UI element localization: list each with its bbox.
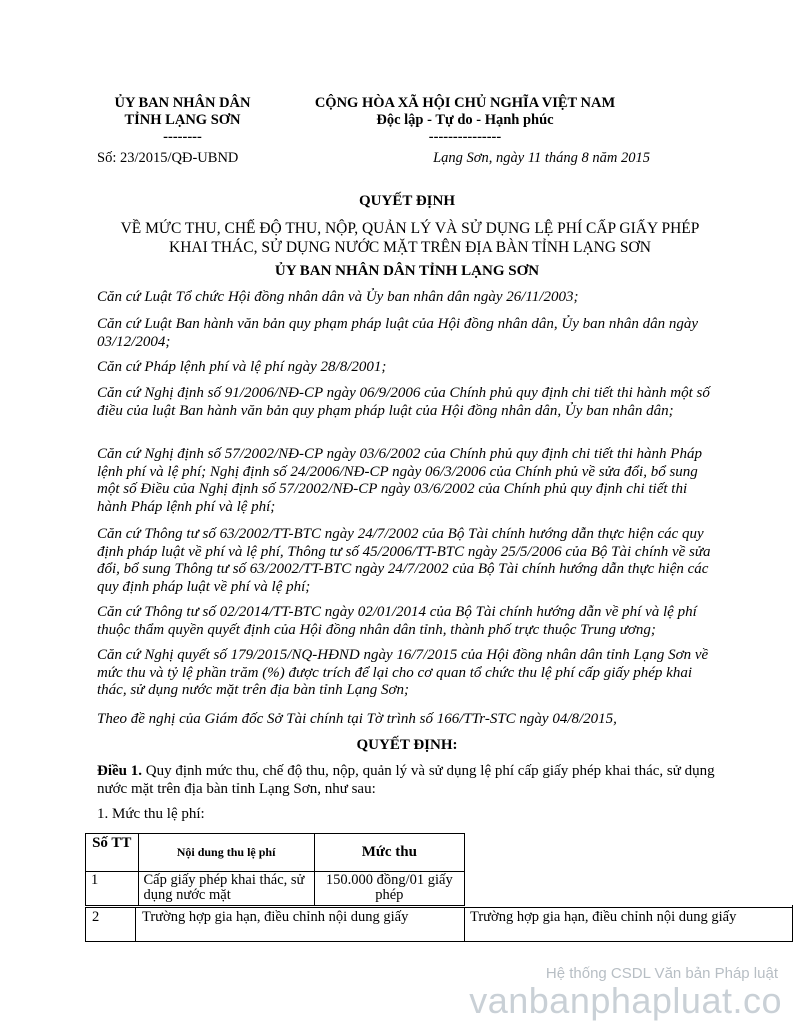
column-divider [135,907,136,941]
subject-line-2: KHAI THÁC, SỬ DỤNG NƯỚC MẶT TRÊN ĐỊA BÀN TỈNH LẠNG SƠN [169,239,651,256]
preamble-item: Theo đề nghị của Giám đốc Sở Tài chính tại Tờ trình số 166/TTr-STC ngày 04/8/2015, [97,711,617,727]
cell-content: Trường hợp gia hạn, điều chỉnh nội dung giấy [142,909,409,925]
national-motto: Độc lập - Tự do - Hạnh phúc [376,112,554,128]
issuing-authority: ỦY BAN NHÂN DÂN TỈNH LẠNG SƠN [274,263,540,279]
table-row [86,872,465,906]
issuer-province: TỈNH LẠNG SƠN [124,112,241,128]
national-title: CỘNG HÒA XÃ HỘI CHỦ NGHĨA VIỆT NAM [314,95,616,111]
place-date: Lạng Sơn, ngày 11 tháng 8 năm 2015 [433,150,650,166]
header-cell-no: Số TT [86,834,139,872]
preamble-item: Căn cứ Pháp lệnh phí và lệ phí ngày 28/8/2001; [97,359,387,375]
document-subject [80,219,740,257]
article-1-label: Điều 1. [97,763,142,779]
preamble-item: Căn cứ Luật Tổ chức Hội đồng nhân dân và Ủy ban nhân dân ngày 26/11/2003; [97,289,579,305]
subject-line-1: VỀ MỨC THU, CHẾ ĐỘ THU, NỘP, QUẢN LÝ VÀ SỬ DỤNG LỆ PHÍ CẤP GIẤY PHÉP [120,220,700,237]
document-kind: QUYẾT ĐỊNH [359,193,455,209]
column-divider [792,905,793,941]
article-1 [97,763,717,798]
preamble-item: Căn cứ Nghị quyết số 179/2015/NQ-HĐND ngày 16/7/2015 của Hội đồng nhân dân tỉnh Lạng Sơn về mức thu và tỷ lệ phần trăm (%) được trích để lại cho cơ quan tổ chức thu lệ phí cấp giấy phép khai thác, sử dụng nước mặt trên địa bàn tỉnh Lạng Sơn; [97,647,709,698]
issuer-name: ỦY BAN NHÂN DÂN [114,95,251,111]
preamble-item: Căn cứ Luật Ban hành văn bản quy phạm pháp luật của Hội đồng nhân dân, Ủy ban nhân dân ngày 03/12/2004; [97,316,699,350]
watermark-subtitle: Hệ thống CSDL Văn bản Pháp luật [545,965,778,982]
cell-content: Cấp giấy phép khai thác, sử dụng nước mặt [138,872,314,906]
fee-level-heading: 1. Mức thu lệ phí: [97,806,205,822]
preamble-item: Căn cứ Nghị định số 91/2006/NĐ-CP ngày 06/9/2006 của Chính phủ quy định chi tiết thi hành một số điều của luật Ban hành văn bản quy phạm pháp luật của Hội đồng nhân dân, Ủy ban nhân dân; [97,385,710,419]
motto-rule: --------------- [428,129,502,145]
column-divider [464,907,465,941]
cell-no: 1 [86,872,139,906]
header-cell-fee: Mức thu [314,834,464,872]
national-motto-block [280,95,650,146]
preamble-item: Căn cứ Thông tư số 02/2014/TT-BTC ngày 02/01/2014 của Bộ Tài chính hướng dẫn về phí và lệ phí thuộc thẩm quyền quyết định của Hội đồng nhân dân tỉnh, thành phố trực thuộc Trung ương; [97,604,697,638]
table-header-row [86,834,465,872]
watermark-site: vanbanphapluat.co [469,980,782,1021]
cell-content-duplicate: Trường hợp gia hạn, điều chỉnh nội dung giấy [470,909,737,925]
cell-no: 2 [92,909,100,925]
decision-heading: QUYẾT ĐỊNH: [356,737,458,753]
article-1-text: Quy định mức thu, chế độ thu, nộp, quản lý và sử dụng lệ phí cấp giấy phép khai thác, sử dụng nước mặt trên địa bàn tỉnh Lạng Sơn, như sau: [97,763,715,797]
preamble-item: Căn cứ Thông tư số 63/2002/TT-BTC ngày 24/7/2002 của Bộ Tài chính hướng dẫn thực hiện các quy định pháp luật về phí và lệ phí, Thông tư số 45/2006/TT-BTC ngày 25/5/2006 của Bộ Tài chính về sửa đổi, bổ sung Thông tư số 63/2002/TT-BTC ngày 24/7/2002 của Bộ Tài chính hướng dẫn thực hiện các quy định pháp luật về phí và lệ phí; [97,526,711,595]
header-cell-content: Nội dung thu lệ phí [138,834,314,872]
preamble-item: Căn cứ Nghị định số 57/2002/NĐ-CP ngày 03/6/2002 của Chính phủ quy định chi tiết thi hành Pháp lệnh phí và lệ phí; Nghị định số 24/2006/NĐ-CP ngày 06/3/2006 của Chính phủ về sửa đổi, bổ sung một số Điều của Nghị định số 57/2002/NĐ-CP ngày 03/6/2002 của Chính phủ quy định chi tiết thi hành Pháp lệnh phí và lệ phí; [97,446,702,515]
issuer-block [90,95,275,146]
cell-fee: 150.000 đồng/01 giấy phép [314,872,464,906]
fee-table [85,833,465,906]
document-number: Số: 23/2015/QĐ-UBND [97,150,239,166]
issuer-rule: -------- [163,129,202,145]
